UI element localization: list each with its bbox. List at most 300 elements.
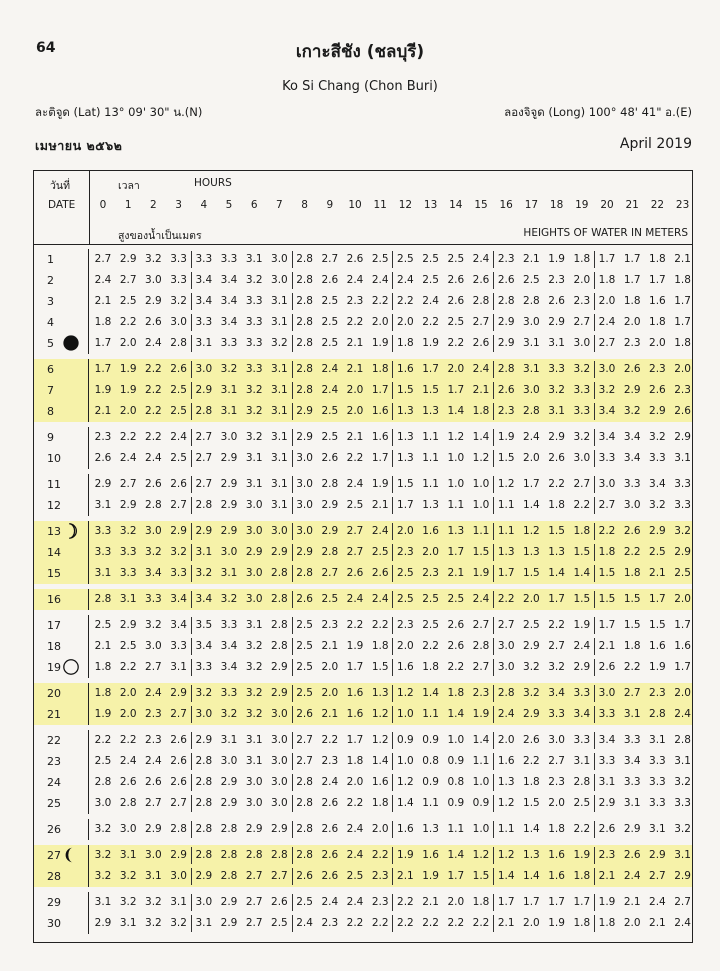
height-cell-h22: 3.3 [649,452,666,464]
tide-row-16 [34,589,692,610]
height-cell-h11: 2.5 [371,253,389,265]
date-cell [34,730,89,751]
height-cell-h23: 1.7 [674,316,691,328]
height-cell-h16: 3.0 [497,661,515,673]
height-cell-h3: 2.6 [170,776,187,788]
height-cell-h8: 2.8 [296,384,313,396]
height-cell-h4: 3.5 [195,619,213,631]
height-cell-h13: 2.3 [422,567,439,579]
height-cell-h13: 1.8 [422,661,439,673]
height-cell-h0: 2.6 [94,452,112,464]
height-cell-h12: 1.7 [397,499,414,511]
height-cell-h7: 2.8 [271,640,288,652]
date-number: 14 [47,546,61,559]
height-cell-h20: 2.6 [598,661,616,673]
height-cell-h21: 2.9 [623,823,641,835]
height-cell-h23: 3.3 [674,499,691,511]
height-cell-h16: 2.4 [497,708,515,720]
height-cell-h19: 3.2 [573,363,591,375]
height-cell-h22: 3.2 [649,431,666,443]
height-cell-h5: 2.9 [220,478,238,490]
height-cell-h17: 3.0 [523,316,540,328]
height-cell-h10: 2.6 [346,567,364,579]
height-cell-h5: 3.1 [220,384,238,396]
date-number: 11 [47,478,61,491]
height-cell-h20: 3.3 [598,708,616,720]
height-cell-h1: 2.2 [119,734,137,746]
height-cell-h8: 2.8 [296,849,313,861]
height-cell-h10: 2.4 [346,593,364,605]
height-cell-h18: 2.3 [548,274,565,286]
height-cell-h5: 3.4 [220,640,238,652]
height-cell-h5: 3.4 [220,274,238,286]
height-cell-h17: 1.7 [523,478,540,490]
height-cell-h8: 2.5 [296,640,313,652]
height-cell-h10: 2.3 [346,295,364,307]
height-cell-h5: 2.9 [220,797,238,809]
height-cell-h10: 2.7 [346,546,364,558]
height-cell-h18: 1.4 [548,567,565,579]
height-cell-h10: 2.1 [346,431,364,443]
date-cell [34,892,89,913]
height-cell-h3: 2.7 [170,499,187,511]
height-cell-h11: 1.8 [371,797,389,809]
height-cell-h5: 2.8 [220,823,238,835]
height-cell-h0: 2.1 [94,640,112,652]
hour-label-20: 20 [600,199,614,211]
height-cell-h0: 2.3 [94,431,112,443]
height-cell-h3: 2.8 [170,337,187,349]
height-cell-h18: 2.2 [548,619,565,631]
height-cell-h12: 2.0 [397,640,414,652]
height-cell-h19: 1.5 [573,546,591,558]
height-cell-h12: 1.3 [397,405,414,417]
date-cell [34,427,89,448]
height-cell-h18: 2.6 [548,295,565,307]
height-cell-h3: 2.9 [170,687,187,699]
height-cell-h12: 0.9 [397,734,414,746]
height-cell-h15: 1.0 [472,823,490,835]
height-cell-h4: 3.0 [195,708,213,720]
height-cell-h8: 2.5 [296,687,313,699]
height-cell-h23: 2.0 [674,687,691,699]
height-cell-h19: 1.8 [573,870,591,882]
height-cell-h13: 2.0 [422,546,439,558]
height-cell-h1: 3.2 [119,870,137,882]
height-cell-h6: 3.3 [245,295,263,307]
height-cell-h7: 3.1 [271,295,288,307]
date-number: 16 [47,593,61,606]
height-cell-h14: 2.0 [447,896,465,908]
height-cell-h6: 3.3 [245,363,263,375]
tide-row-19 [34,657,692,678]
height-cell-h13: 2.2 [422,640,439,652]
height-cell-h18: 2.2 [548,478,565,490]
height-cell-h7: 2.8 [271,619,288,631]
tide-row-20 [34,683,692,704]
height-cell-h10: 2.4 [346,849,364,861]
page-subtitle: Ko Si Chang (Chon Buri) [282,79,438,94]
height-cell-h11: 2.5 [371,546,389,558]
height-cell-h21: 2.2 [623,546,641,558]
date-cell [34,249,89,270]
height-cell-h19: 3.4 [573,708,591,720]
height-cell-h4: 2.9 [195,734,213,746]
hour-label-11: 11 [373,199,387,211]
height-cell-h20: 1.8 [598,546,616,558]
hours-label: HOURS [194,177,232,189]
date-label-thai: วันที่ [50,180,70,192]
height-cell-h2: 2.9 [145,295,162,307]
height-cell-h16: 2.6 [497,384,515,396]
height-cell-h11: 1.9 [371,478,389,490]
height-cell-h3: 3.3 [170,640,187,652]
height-cell-h23: 2.4 [674,708,691,720]
height-cell-h21: 2.9 [623,384,641,396]
height-cell-h3: 3.2 [170,546,187,558]
height-cell-h16: 1.3 [497,776,515,788]
height-cell-h13: 2.2 [422,316,439,328]
height-cell-h13: 1.1 [422,797,439,809]
height-cell-h17: 2.0 [523,917,540,929]
height-cell-h18: 2.7 [548,640,565,652]
height-cell-h16: 2.9 [497,337,515,349]
height-cell-h1: 2.0 [119,687,137,699]
height-cell-h1: 2.4 [119,755,137,767]
height-cell-h2: 3.0 [145,640,162,652]
height-cell-h12: 1.3 [397,431,414,443]
month-thai: เมษายน ๒๕๖๒ [35,138,123,153]
height-cell-h2: 2.6 [145,776,162,788]
height-cell-h21: 2.6 [623,525,641,537]
height-cell-h16: 2.7 [497,619,515,631]
height-cell-h20: 2.4 [598,316,616,328]
height-cell-h17: 1.4 [523,823,540,835]
date-number: 20 [47,687,61,700]
height-cell-h22: 1.7 [649,274,666,286]
height-cell-h3: 3.2 [170,295,187,307]
height-cell-h5: 3.1 [220,567,238,579]
date-cell [34,683,89,704]
height-cell-h12: 2.0 [397,316,414,328]
height-cell-h19: 3.3 [573,405,591,417]
tide-row-6 [34,359,692,380]
height-cell-h2: 2.3 [145,734,162,746]
height-cell-h2: 2.4 [145,452,162,464]
height-cell-h1: 3.1 [119,593,137,605]
height-cell-h17: 3.1 [523,337,540,349]
height-cell-h18: 1.5 [548,525,565,537]
height-cell-h20: 1.9 [598,896,616,908]
height-cell-h9: 2.6 [321,849,339,861]
height-cell-h21: 1.5 [623,593,641,605]
height-cell-h16: 2.2 [497,593,515,605]
height-cell-h0: 2.9 [94,917,112,929]
hour-label-17: 17 [524,199,539,211]
height-cell-h4: 3.4 [195,640,213,652]
tide-row-22 [34,730,692,751]
height-cell-h1: 3.0 [119,823,137,835]
height-cell-h23: 3.2 [674,525,691,537]
height-cell-h22: 2.9 [649,525,666,537]
height-cell-h20: 2.6 [598,823,616,835]
height-cell-h4: 3.4 [195,593,213,605]
height-cell-h5: 3.3 [220,253,238,265]
first-quarter-moon-icon [62,522,80,540]
height-cell-h7: 3.1 [271,384,288,396]
date-cell [34,563,89,584]
height-cell-h16: 1.2 [497,849,515,861]
height-cell-h18: 1.8 [548,499,565,511]
longitude-label: ลองจิจูด (Long) 100° 48' 41" อ.(E) [504,105,692,119]
date-cell [34,542,89,563]
height-cell-h4: 2.9 [195,870,213,882]
height-cell-h6: 3.3 [245,316,263,328]
height-cell-h17: 2.8 [523,295,540,307]
height-cell-h4: 2.8 [195,405,213,417]
height-cell-h21: 3.4 [623,452,641,464]
tide-row-25 [34,793,692,814]
height-cell-h15: 1.9 [472,567,490,579]
height-cell-h6: 3.2 [245,640,263,652]
date-cell [34,589,89,610]
height-cell-h2: 3.0 [145,849,162,861]
height-cell-h5: 3.3 [220,619,238,631]
height-cell-h23: 2.4 [674,917,691,929]
height-cell-h0: 3.1 [94,567,112,579]
height-cell-h0: 1.9 [94,708,112,720]
date-number: 26 [47,823,61,836]
height-cell-h17: 1.3 [523,849,540,861]
height-cell-h11: 2.3 [371,896,389,908]
height-cell-h14: 1.7 [447,384,465,396]
height-cell-h20: 3.1 [598,776,616,788]
height-cell-h23: 2.0 [674,363,691,375]
height-cell-h5: 3.3 [220,687,238,699]
tide-row-24 [34,772,692,793]
height-cell-h9: 2.2 [321,734,339,746]
height-cell-h14: 1.7 [447,870,465,882]
height-cell-h17: 2.0 [523,593,540,605]
height-cell-h11: 2.2 [371,849,389,861]
hour-label-2: 2 [150,199,157,211]
height-cell-h23: 3.1 [674,755,691,767]
height-cell-h12: 2.3 [397,546,414,558]
hour-label-6: 6 [250,199,258,211]
date-number: 25 [47,797,61,810]
height-cell-h22: 2.1 [649,567,666,579]
height-cell-h16: 2.0 [497,734,515,746]
height-cell-h13: 1.6 [422,849,439,861]
height-cell-h3: 3.1 [170,896,187,908]
date-number: 1 [47,253,54,266]
height-cell-h2: 2.7 [145,661,162,673]
date-number: 27 [47,849,61,862]
height-cell-h4: 3.3 [195,661,213,673]
height-cell-h5: 2.9 [220,896,238,908]
height-cell-h1: 2.0 [119,708,137,720]
height-cell-h21: 2.4 [623,870,641,882]
height-cell-h6: 3.2 [245,405,263,417]
height-cell-h4: 2.8 [195,776,213,788]
date-number: 22 [47,734,61,747]
height-cell-h23: 2.9 [674,431,691,443]
date-cell [34,380,89,401]
height-cell-h7: 2.5 [271,917,288,929]
height-cell-h10: 2.1 [346,337,364,349]
height-cell-h1: 2.2 [119,431,137,443]
hour-label-14: 14 [449,199,463,211]
tide-row-7 [34,380,692,401]
height-cell-h7: 3.0 [271,734,288,746]
height-cell-h17: 2.5 [523,274,540,286]
height-cell-h7: 2.8 [271,849,288,861]
height-cell-h0: 2.7 [94,253,112,265]
height-cell-h20: 2.7 [598,337,616,349]
height-cell-h12: 2.2 [397,295,414,307]
height-cell-h5: 3.4 [220,661,238,673]
hour-label-15: 15 [474,199,488,211]
hour-label-21: 21 [625,199,639,211]
height-cell-h5: 3.3 [220,337,238,349]
tide-row-26 [34,819,692,840]
date-number: 6 [47,363,54,376]
height-cell-h19: 1.9 [573,619,591,631]
height-cell-h18: 3.3 [548,708,565,720]
height-cell-h19: 3.1 [573,755,591,767]
height-cell-h22: 2.3 [649,687,666,699]
height-cell-h17: 3.2 [523,661,540,673]
height-cell-h15: 2.4 [472,253,490,265]
height-cell-h7: 2.9 [271,661,288,673]
height-cell-h11: 2.0 [371,316,389,328]
height-cell-h2: 2.8 [145,499,162,511]
hour-label-19: 19 [575,199,589,211]
height-cell-h21: 3.3 [623,478,641,490]
height-cell-h6: 3.1 [245,734,263,746]
height-cell-h16: 2.6 [497,274,515,286]
height-cell-h16: 1.1 [497,499,515,511]
height-cell-h18: 3.2 [548,661,565,673]
height-cell-h3: 3.3 [170,274,187,286]
height-cell-h18: 2.0 [548,797,565,809]
height-cell-h2: 2.3 [145,708,162,720]
height-cell-h8: 2.9 [296,431,313,443]
height-cell-h5: 2.9 [220,776,238,788]
height-cell-h17: 1.5 [523,567,540,579]
height-cell-h4: 3.1 [195,546,213,558]
height-cell-h19: 3.0 [573,452,591,464]
height-cell-h3: 3.3 [170,253,187,265]
table-header [34,171,692,245]
height-cell-h17: 2.2 [523,755,540,767]
height-cell-h5: 2.9 [220,917,238,929]
height-cell-h3: 2.9 [170,525,187,537]
height-cell-h15: 1.4 [472,431,490,443]
height-cell-h18: 1.9 [548,253,565,265]
height-cell-h11: 1.4 [371,755,389,767]
date-number: 21 [47,708,61,721]
height-cell-h3: 2.7 [170,708,187,720]
height-cell-h22: 1.5 [649,619,666,631]
height-cell-h9: 2.5 [321,431,339,443]
height-cell-h3: 3.0 [170,316,187,328]
height-cell-h22: 2.3 [649,363,666,375]
height-cell-h19: 1.5 [573,593,591,605]
height-cell-h8: 2.6 [296,708,313,720]
height-cell-h19: 2.2 [573,499,591,511]
height-cell-h9: 2.4 [321,896,339,908]
height-cell-h12: 1.3 [397,452,414,464]
height-cell-h8: 2.5 [296,896,313,908]
height-cell-h10: 1.7 [346,661,364,673]
height-cell-h19: 2.2 [573,823,591,835]
height-cell-h19: 2.7 [573,478,591,490]
height-cell-h22: 3.1 [649,734,666,746]
hour-label-23: 23 [675,199,690,211]
height-cell-h16: 3.0 [497,640,515,652]
height-cell-h11: 2.4 [371,593,389,605]
height-cell-h21: 3.3 [623,734,641,746]
height-cell-h0: 2.2 [94,734,112,746]
height-cell-h1: 2.2 [119,661,137,673]
time-label-thai: เวลา [118,180,140,192]
tide-row-17 [34,615,692,636]
height-cell-h16: 2.8 [497,687,515,699]
height-cell-h20: 3.4 [598,734,616,746]
height-cell-h21: 2.6 [623,849,641,861]
height-cell-h21: 2.7 [623,687,641,699]
date-number: 18 [47,640,61,653]
height-cell-h7: 2.8 [271,567,288,579]
height-cell-h6: 2.7 [245,896,263,908]
height-cell-h22: 2.7 [649,870,666,882]
height-cell-h11: 1.6 [371,405,389,417]
height-cell-h9: 2.5 [321,337,339,349]
height-cell-h10: 2.2 [346,797,364,809]
tide-row-3 [34,291,692,312]
height-cell-h19: 1.8 [573,525,591,537]
height-cell-h18: 3.1 [548,337,565,349]
height-cell-h15: 2.4 [472,363,490,375]
height-cell-h14: 1.0 [447,734,465,746]
height-cell-h3: 2.7 [170,797,187,809]
date-number: 24 [47,776,61,789]
tide-table [33,170,693,943]
height-cell-h8: 2.5 [296,619,313,631]
tide-row-12 [34,495,692,516]
height-cell-h17: 1.4 [523,499,540,511]
date-cell [34,704,89,725]
height-cell-h19: 2.8 [573,776,591,788]
height-cell-h12: 1.4 [397,797,414,809]
height-cell-h15: 1.1 [472,755,490,767]
height-cell-h2: 3.2 [145,619,162,631]
height-cell-h12: 2.2 [397,917,414,929]
height-cell-h9: 2.5 [321,316,339,328]
height-cell-h13: 1.1 [422,431,439,443]
height-cell-h10: 2.5 [346,499,364,511]
height-cell-h23: 3.1 [674,849,691,861]
height-cell-h14: 2.0 [447,363,465,375]
height-cell-h10: 1.9 [346,640,364,652]
height-cell-h12: 1.8 [397,337,414,349]
height-cell-h0: 3.3 [94,546,112,558]
height-cell-h9: 2.8 [321,546,339,558]
height-cell-h13: 2.5 [422,593,439,605]
height-cell-h4: 3.3 [195,253,213,265]
height-cell-h1: 2.9 [119,499,137,511]
